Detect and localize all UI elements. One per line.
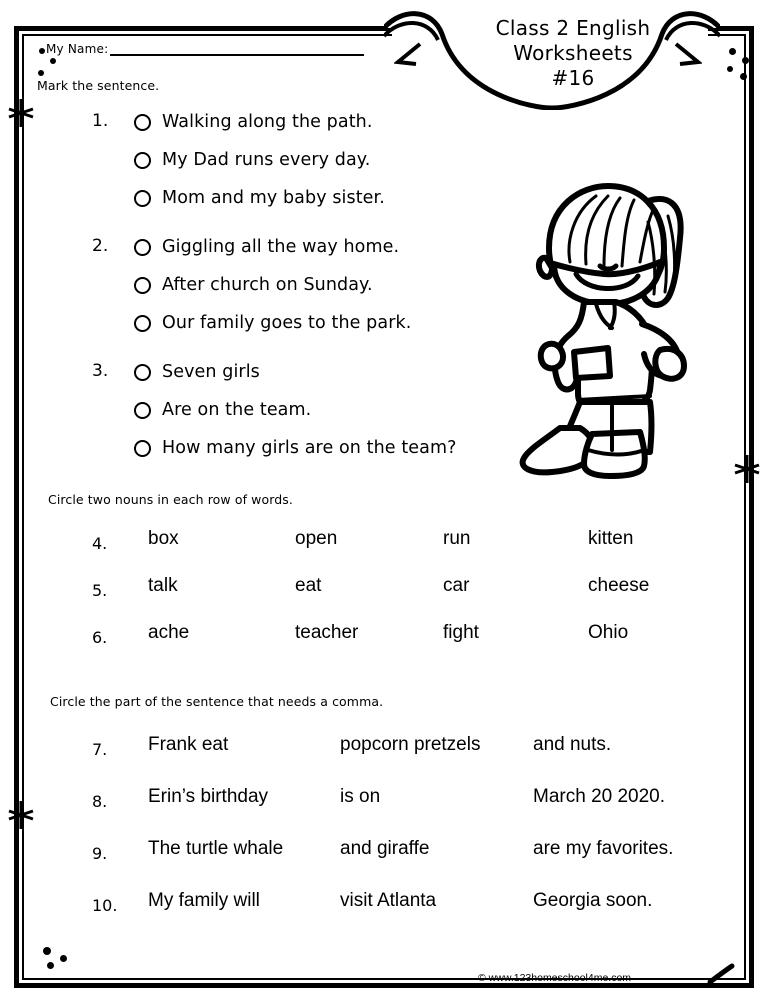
word-cell[interactable]: car: [443, 575, 470, 596]
choice-label: How many girls are on the team?: [162, 438, 457, 458]
word-cell[interactable]: run: [443, 528, 471, 549]
choice-row[interactable]: [0, 141, 768, 179]
choice-label: Giggling all the way home.: [162, 237, 400, 257]
choice-circle[interactable]: [134, 277, 151, 294]
phrase-cell[interactable]: March 20 2020.: [533, 786, 666, 807]
banner-flap-right-icon: [672, 40, 702, 80]
phrase-cell[interactable]: is on: [340, 786, 381, 807]
corner-dot: [727, 66, 733, 72]
phrase-cell[interactable]: and giraffe: [340, 838, 430, 859]
choice-label: My Dad runs every day.: [162, 150, 371, 170]
choice-circle[interactable]: [134, 315, 151, 332]
phrase-cell[interactable]: The turtle whale: [148, 838, 284, 859]
choice-label: Walking along the path.: [162, 112, 373, 132]
phrase-cell[interactable]: Georgia soon.: [533, 890, 653, 911]
word-cell[interactable]: box: [148, 528, 179, 549]
row-number: 6.: [92, 628, 108, 647]
word-cell[interactable]: eat: [295, 575, 322, 596]
choice-circle[interactable]: [134, 364, 151, 381]
choice-label: Mom and my baby sister.: [162, 188, 385, 208]
word-cell[interactable]: ache: [148, 622, 190, 643]
phrase-cell[interactable]: popcorn pretzels: [340, 734, 481, 755]
choice-circle[interactable]: [134, 402, 151, 419]
corner-dot: [43, 947, 51, 955]
page-title: [452, 16, 694, 91]
corner-dot: [50, 58, 56, 64]
question-number: 1.: [92, 111, 109, 131]
phrase-row: [0, 730, 768, 777]
phrase-row: [0, 782, 768, 829]
banner-flap-left-icon: [394, 40, 424, 80]
name-label: My Name:: [46, 42, 109, 56]
choice-circle[interactable]: [134, 114, 151, 131]
page-title-line-1: Class 2 English: [495, 16, 651, 40]
footer-copyright: © www.123homeschool4me.com: [478, 972, 632, 984]
corner-dot: [740, 73, 747, 80]
corner-dot: [47, 962, 54, 969]
word-cell[interactable]: open: [295, 528, 338, 549]
choice-circle[interactable]: [134, 239, 151, 256]
instruction-mark-the-sentence: Mark the sentence.: [37, 78, 160, 93]
choice-circle[interactable]: [134, 152, 151, 169]
phrase-row: [0, 886, 768, 933]
word-cell[interactable]: kitten: [588, 528, 634, 549]
word-row: [0, 524, 768, 571]
name-field[interactable]: [46, 42, 364, 56]
question-number: 2.: [92, 236, 109, 256]
choice-label: After church on Sunday.: [162, 275, 373, 295]
instruction-circle-two-nouns: Circle two nouns in each row of words.: [48, 492, 293, 507]
choice-row[interactable]: [0, 103, 768, 141]
pen-mark-icon: [706, 962, 736, 988]
corner-dot: [742, 57, 749, 64]
corner-dot: [39, 48, 45, 54]
row-number: 5.: [92, 581, 108, 600]
row-number: 7.: [92, 740, 108, 759]
row-number: 4.: [92, 534, 108, 553]
word-cell[interactable]: fight: [443, 622, 479, 643]
choice-circle[interactable]: [134, 190, 151, 207]
row-number: 8.: [92, 792, 108, 811]
phrase-row: [0, 834, 768, 881]
word-cell[interactable]: teacher: [295, 622, 359, 643]
page-title-line-3: #16: [551, 66, 595, 90]
word-cell[interactable]: cheese: [588, 575, 650, 596]
name-input[interactable]: [110, 43, 364, 56]
row-number: 10.: [92, 896, 118, 915]
phrase-cell[interactable]: Frank eat: [148, 734, 229, 755]
corner-dot: [729, 48, 736, 55]
row-number: 9.: [92, 844, 108, 863]
girl-clipart-illustration: [508, 178, 748, 480]
phrase-cell[interactable]: and nuts.: [533, 734, 612, 755]
word-row: [0, 618, 768, 665]
question-number: 3.: [92, 361, 109, 381]
phrase-cell[interactable]: visit Atlanta: [340, 890, 437, 911]
corner-dot: [38, 70, 44, 76]
choice-circle[interactable]: [134, 440, 151, 457]
phrase-cell[interactable]: are my favorites.: [533, 838, 674, 859]
choice-label: Seven girls: [162, 362, 260, 382]
corner-dot: [60, 955, 67, 962]
phrase-cell[interactable]: My family will: [148, 890, 260, 911]
word-cell[interactable]: talk: [148, 575, 178, 596]
choice-label: Are on the team.: [162, 400, 312, 420]
word-row: [0, 571, 768, 618]
instruction-circle-comma-part: Circle the part of the sentence that needs a comma.: [50, 694, 384, 709]
phrase-cell[interactable]: Erin’s birthday: [148, 786, 269, 807]
choice-label: Our family goes to the park.: [162, 313, 412, 333]
word-cell[interactable]: Ohio: [588, 622, 629, 643]
page-title-line-2: Worksheets: [513, 41, 633, 65]
